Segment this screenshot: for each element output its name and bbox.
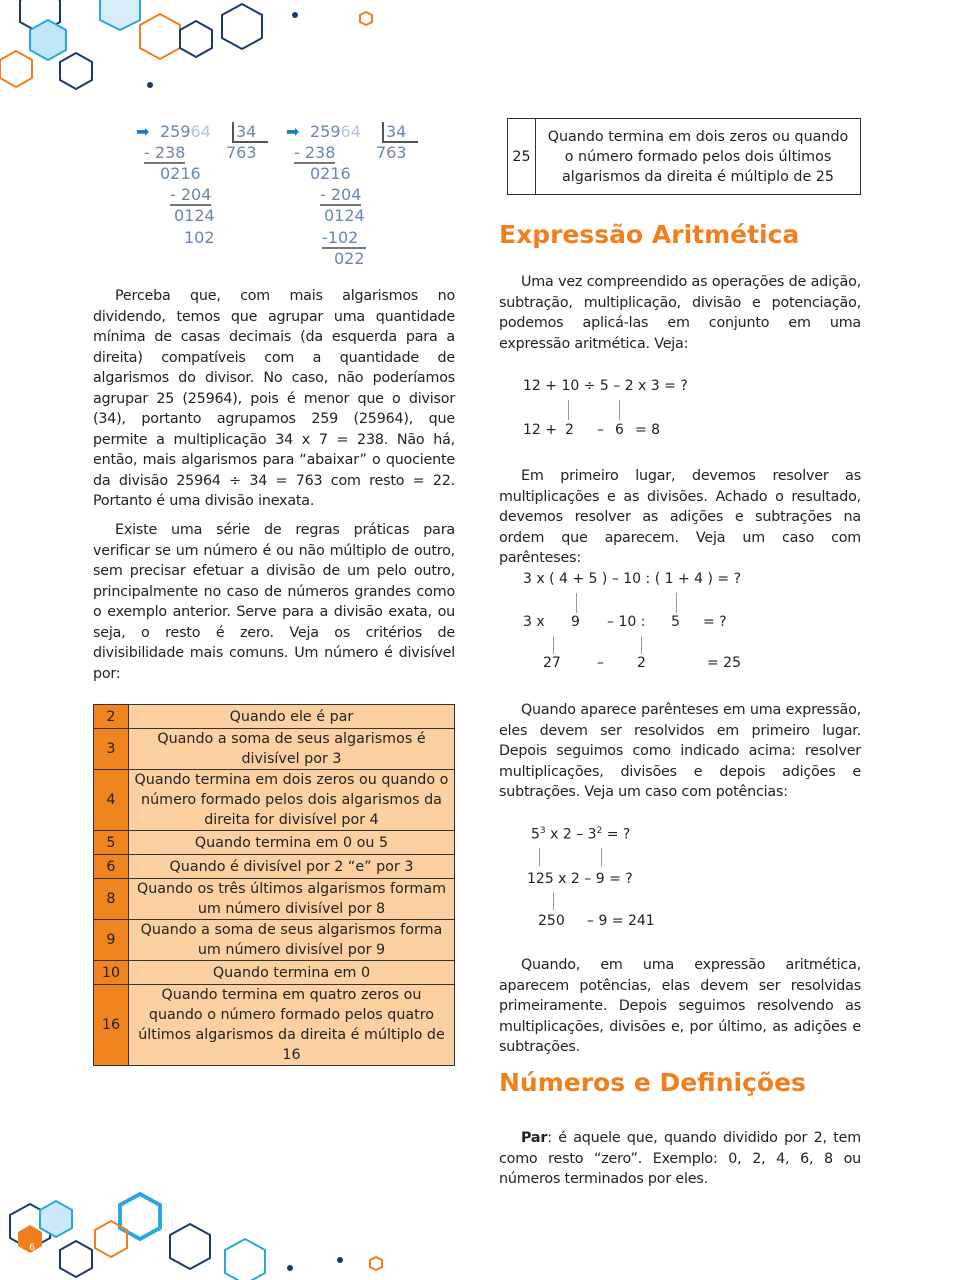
paragraph (93, 286, 455, 512)
rule-number: 9 (94, 920, 129, 961)
table-row (94, 770, 455, 831)
expression-part: 5 (531, 826, 540, 843)
rule-text: Quando termina em quatro zeros ou quando o número formado pelos quatro últimos algarismos da direita é múltiplo de 16 (128, 985, 454, 1066)
step: 0216 (160, 164, 201, 183)
paragraph-text: Existe uma série de regras práticas para verificar se um número é ou não múltiplo de outro, sem precisar efetuar a divisão de um pelo outro, principalmente no caso de números grandes como o exemplo anterior. Serve para a divisão exata, ou seja, o resto é zero. Veja os critérios de divisibilidade mais comuns. Um número é divisível por: (93, 522, 455, 682)
rule-text: Quando os três últimos algarismos formam um número divisível por 8 (128, 879, 454, 920)
expression-example-3 (523, 826, 723, 936)
expression-part: – (597, 655, 604, 671)
paragraph (93, 520, 455, 684)
arrow-icon: ➡ (286, 122, 300, 141)
expression-example-2 (523, 571, 753, 681)
rule-text: Quando termina em 0 (128, 961, 454, 985)
rule-number: 8 (94, 879, 129, 920)
remainder: 022 (334, 249, 365, 268)
expression-example-1 (523, 378, 723, 438)
expression-part: 2 (565, 422, 574, 438)
expression-part: x 2 – 3 (545, 826, 597, 843)
rule-text: Quando ele é par (128, 705, 454, 729)
expression-part: 9 (571, 614, 580, 630)
quotient: 763 (376, 143, 407, 162)
dividend: 259 (310, 122, 341, 141)
quotient: 763 (226, 143, 257, 162)
step: 0124 (324, 206, 365, 225)
expression-part: = 25 (707, 655, 741, 671)
exponent: 3 (539, 826, 546, 836)
paragraph-text: Em primeiro lugar, devemos resolver as multiplicações e as divisões. Achado o resultado, devemos resolver as adições e subtrações na ordem que aparecem. Veja um caso com parênteses: (499, 468, 861, 566)
table-row (94, 920, 455, 961)
table-row (94, 879, 455, 920)
paragraph (499, 955, 861, 1058)
rule-number: 4 (94, 770, 129, 831)
expression-part: = ? (703, 614, 727, 630)
table-row (94, 961, 455, 985)
expression-part: – 9 = 241 (587, 913, 655, 929)
dividend: 259 (160, 122, 191, 141)
divisor: 34 (382, 122, 418, 143)
rule-text: Quando a soma de seus algarismos forma um número divisível por 9 (128, 920, 454, 961)
expression-part: 27 (543, 655, 561, 671)
divisibility-table (93, 704, 455, 1066)
term: Par (521, 1130, 548, 1146)
rule-number: 5 (94, 831, 129, 855)
paragraph-text: Perceba que, com mais algarismos no dividendo, temos que agrupar uma quantidade mínima de casas decimais (da esquerda para a direita) compatíveis com a quantidade de algarismos do divisor. No caso, não poderíamos agrupar 25 (25964), pois é menor que o divisor (34), portanto agrupamos 259 (25964), que permite a multiplicação 34 x 7 = 238. Não há, então, mais algarismos para “abaixar” o quociente da divisão 25964 ÷ 34 = 763 com resto = 22. Portanto é uma divisão inexata. (93, 288, 455, 509)
rule-number: 6 (94, 855, 129, 879)
rule-number: 25 (508, 119, 536, 195)
expression-line: 125 x 2 – 9 = ? (527, 871, 633, 887)
long-division-right (286, 122, 426, 272)
paragraph-text: : é aquele que, quando dividido por 2, tem como resto “zero”. Exemplo: 0, 2, 4, 6, 8 ou números terminados por eles. (499, 1130, 861, 1187)
step: - 238 (144, 143, 186, 162)
paragraph (499, 272, 861, 354)
rule-number: 2 (94, 705, 129, 729)
table-row (508, 119, 861, 195)
hexagon-decoration-top (0, 0, 400, 100)
expression-part: 2 (637, 655, 646, 671)
step: - 204 (320, 185, 362, 204)
table-row (94, 705, 455, 729)
paragraph-text: Uma vez compreendido as operações de adição, subtração, multiplicação, divisão e potenciação, podemos aplicá-las em conjunto em uma expressão aritmética. Veja: (499, 274, 861, 352)
step: -102 (322, 228, 366, 249)
expression-part: 12 + (523, 422, 557, 438)
expression-part: = ? (602, 826, 631, 843)
rule-text: Quando é divisível por 2 “e” por 3 (128, 855, 454, 879)
table-row (94, 855, 455, 879)
paragraph-text: Quando, em uma expressão aritmética, aparecem potências, elas devem ser resolvidas primeiramente. Depois seguimos resolvendo as multiplicações, divisões e, por último, as adições e subtrações. (499, 957, 861, 1055)
section-title: Números e Definições (499, 1068, 806, 1097)
dividend-rest: 64 (340, 122, 361, 141)
expression-part: 5 (671, 614, 680, 630)
dividend-rest: 64 (190, 122, 211, 141)
expression-part: 3 x (523, 614, 545, 630)
step: - 204 (170, 185, 212, 204)
expression-part: – 10 : (607, 614, 646, 630)
expression-line: 3 x ( 4 + 5 ) – 10 : ( 1 + 4 ) = ? (523, 571, 742, 587)
rule-text: Quando termina em 0 ou 5 (128, 831, 454, 855)
arrow-icon: ➡ (136, 122, 150, 141)
exponent: 2 (596, 826, 603, 836)
expression-line: 12 + 10 ÷ 5 – 2 x 3 = ? (523, 378, 688, 394)
expression-part: 6 (615, 422, 624, 438)
paragraph (499, 700, 861, 803)
table-row (94, 831, 455, 855)
step: 102 (184, 228, 215, 247)
hexagon-decoration-bottom (0, 1190, 400, 1280)
rule-text: Quando termina em dois zeros ou quando o número formado pelos dois algarismos da direita for divisível por 4 (128, 770, 454, 831)
expression-part: = 8 (635, 422, 661, 438)
paragraph-text: Quando aparece parênteses em uma expressão, eles devem ser resolvidos em primeiro lugar. Depois seguimos como indicado acima: resolver multiplicações, divisões e depois adições e subtrações. Veja um caso com potências: (499, 702, 861, 800)
step: 0216 (310, 164, 351, 183)
paragraph (499, 1128, 861, 1190)
section-title: Expressão Aritmética (499, 220, 800, 249)
rule-number: 3 (94, 729, 129, 770)
paragraph (499, 466, 861, 569)
rule-text: Quando a soma de seus algarismos é divisível por 3 (128, 729, 454, 770)
step: 0124 (174, 206, 215, 225)
rule-number: 16 (94, 985, 129, 1066)
rule-number: 10 (94, 961, 129, 985)
divisor: 34 (232, 122, 268, 143)
rule-text: Quando termina em dois zeros ou quando o número formado pelos dois últimos algarismos da direita é múltiplo de 25 (536, 119, 861, 195)
table-row (94, 985, 455, 1066)
page-number: 6 (29, 1243, 35, 1253)
expression-part: 250 (538, 913, 565, 929)
table-row (94, 729, 455, 770)
expression-part: – (597, 422, 604, 438)
divisibility-table-25 (507, 118, 861, 195)
step: - 238 (294, 143, 336, 162)
long-division-left (136, 122, 276, 272)
